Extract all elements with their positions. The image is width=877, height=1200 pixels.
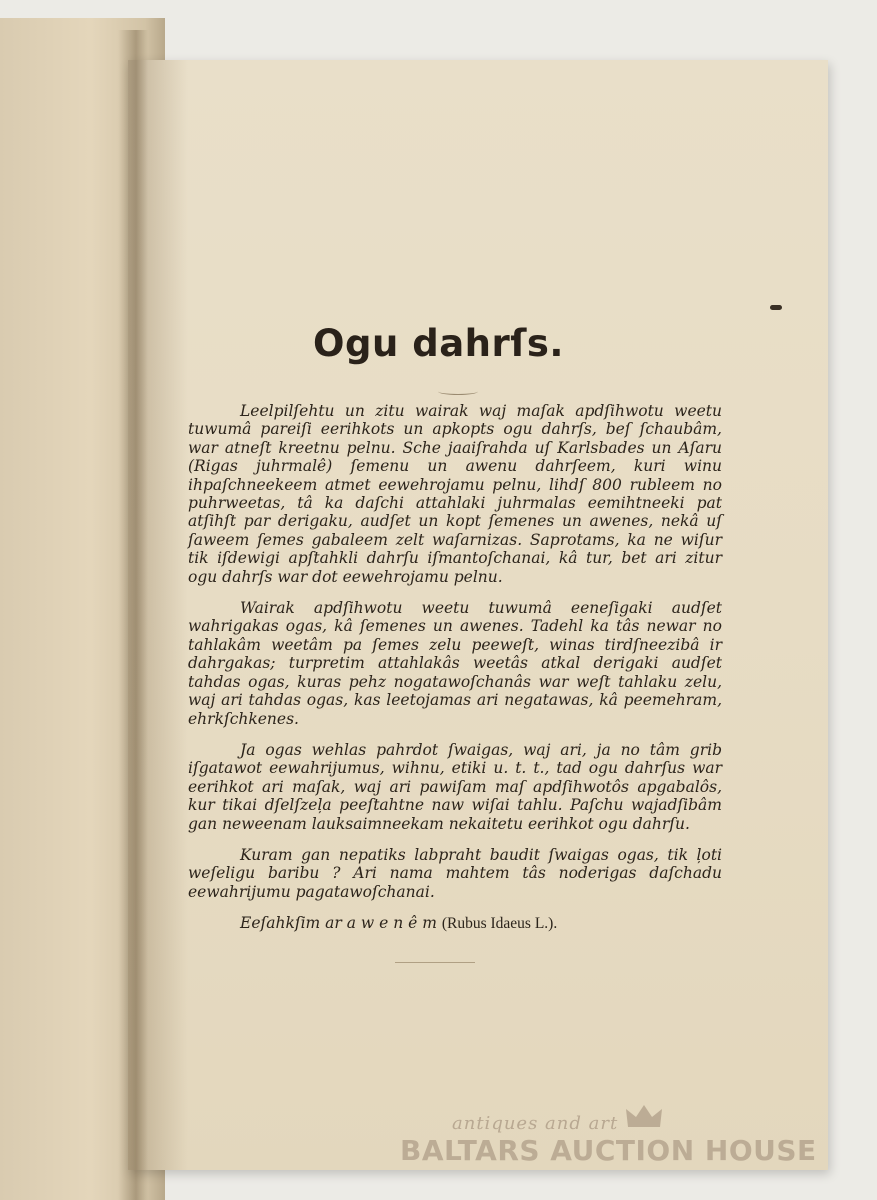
page-title: Ogu dahrſs.: [313, 322, 564, 365]
paragraph-3: Ja ogas wehlas pahrdot ſwaigas, waj ari, ja no tâm grib iſgatawot eewahrijumus, wihnu, etiki u. t. t., tad ogu dahrſus war eerihkot ari maſak, waj ari pawiſam maſ apdſihwotôs apgabalôs, kur tikai dſelſzeļa peeſtahtne naw wiſai tahlu. Paſchu wajadſibâm gan neweenam lauksaimneekam nekaitetu eerihkot ogu dahrſu.: [188, 740, 722, 833]
book-gutter: [118, 30, 148, 1200]
paragraph-2: Wairak apdſihwotu weetu tuwumâ eeneſigaki audſet wahrigakas ogas, kâ ſemenes un awenes. Tadehl ka tâs newar no tahlakâm weetâm pa ſemes zelu peeweſt, winas tirdſneezibâ ir dahrgakas; turpretim attahlakâs weetâs atkal derigaki audſet tahdas ogas, kuras pehz nogatawoſchanâs war weſt tahlaku zelu, waj ari tahdas ogas, kas leetojamas ari negatawas, kâ peemehram, ehrkſchkenes.: [188, 599, 722, 728]
end-rule: [395, 962, 475, 963]
watermark-brand: BALTARS AUCTION HOUSE: [400, 1134, 817, 1167]
title-ornament: [438, 388, 478, 395]
paragraph-1: Leelpilſehtu un zitu wairak waj maſak apdſihwotu weetu tuwumâ pareiſi eerihkots un apkopts ogu dahrſs, beſ ſchaubâm, war atneſt kreetnu pelnu. Sche jaaiſrahda uſ Karlsbades un Aſaru (Rigas juhrmalê) ſemenu un awenu dahrſeem, kuri winu ihpaſchneekeem atmet eewehrojamu pelnu, lihdſ 800 rubleem no puhrweetas, tâ ka daſchi attahlaki juhrmalas eemihtneeki pat atſihſt par derigaku, audſet un kopt ſemenes un awenes, nekâ uſ ſaweem ſemes gabaleem zelt waſarnizas. Saprotams, ka ne wiſur tik iſdewigi apſtahkli dahrſu iſmantoſchanai, kâ tur, bet ari zitur ogu dahrſs war dot eewehrojamu pelnu.: [188, 402, 722, 586]
closing-lead: Eeſahkſim ar a w e n ê m: [240, 914, 437, 933]
watermark-tagline: antiques and art: [452, 1113, 619, 1134]
ink-mark: [770, 305, 782, 310]
closing-line: [188, 914, 722, 933]
crown-icon: [624, 1103, 664, 1131]
closing-latin: (Rubus Idaeus L.).: [441, 915, 558, 933]
body-text: [188, 402, 722, 934]
paragraph-4: Kuram gan nepatiks labpraht baudit ſwaigas ogas, tik ļoti weſeligu baribu ? Ari nama mahtem tâs noderigas daſchadu eewahrijumu pagatawoſchanai.: [188, 845, 722, 901]
